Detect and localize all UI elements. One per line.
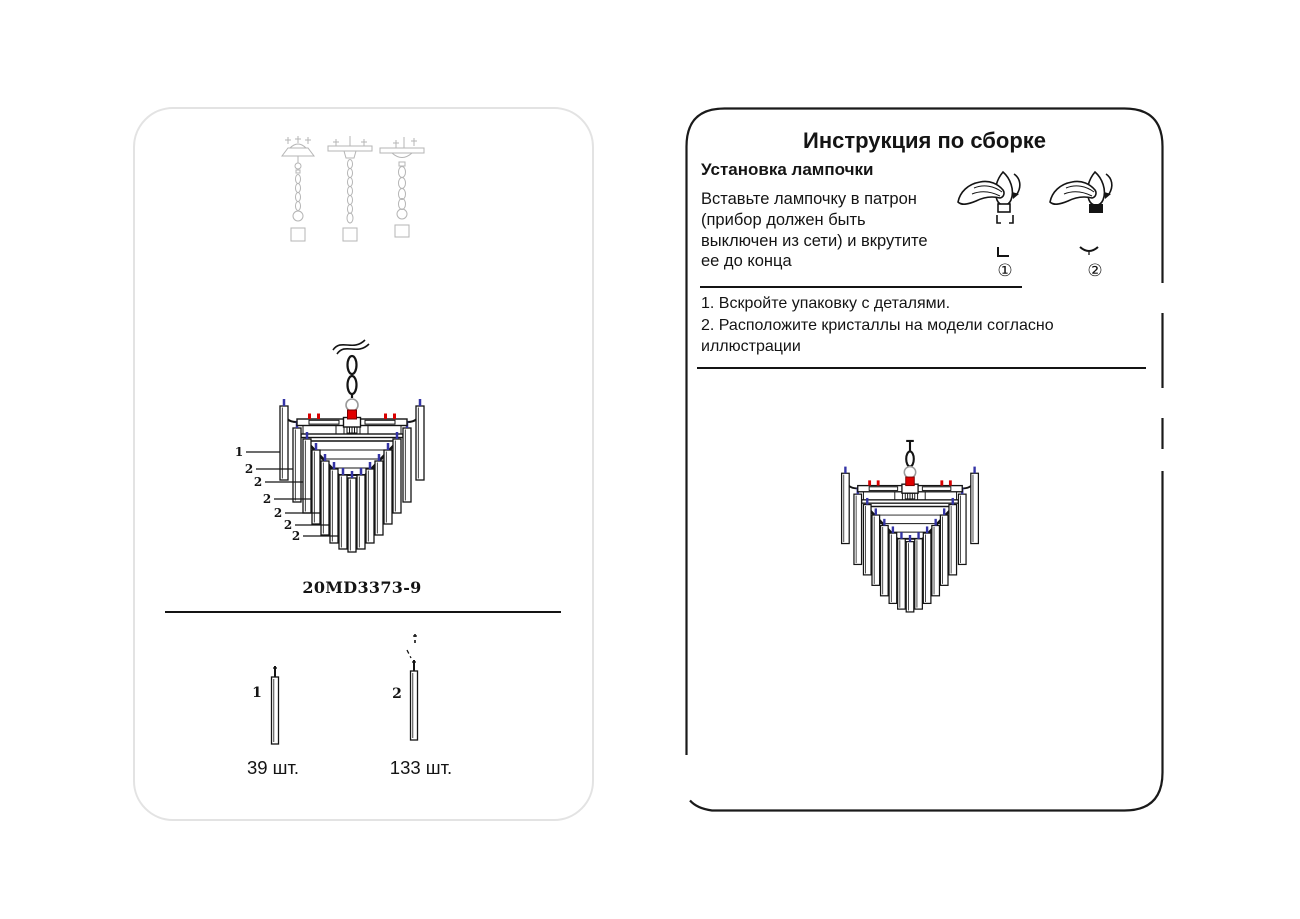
part-label: 1: [252, 685, 262, 701]
bulb-install-illustrations: [948, 166, 1128, 238]
assembly-steps-text: [701, 293, 1131, 358]
assembly-step-line: 1. Вскройте упаковку с деталями.: [701, 295, 951, 312]
mount-option-3: [380, 137, 424, 237]
socket-position-mark-2: [1078, 244, 1102, 258]
cable-break-symbol: [333, 340, 369, 354]
bulb-instruction-line: выключен из сети) и вкрутите: [701, 231, 928, 250]
assembled-chandelier-illustration: [834, 436, 986, 615]
chandelier-body: [280, 399, 424, 552]
chandelier-diagram: [225, 334, 441, 556]
assembly-step-line: иллюстрации: [701, 338, 801, 356]
part-1-quantity: 39 шт.: [246, 757, 300, 778]
hand-bulb-step2-illustration: [1050, 172, 1112, 213]
part-2-quantity: 133 шт.: [389, 757, 453, 778]
section-divider-line-2: [697, 367, 1146, 369]
bulb-instruction-line: (прибор должен быть: [701, 210, 866, 229]
tier-label: 2: [262, 492, 272, 506]
ceiling-mount-diagrams: [272, 126, 428, 254]
assembly-step-line: 2. Расположите кристаллы на модели согласно: [701, 316, 1054, 334]
model-code: 20MD3373-9: [302, 578, 422, 597]
mount-option-2: [328, 136, 372, 241]
part-1-crystal-diagram: [240, 650, 310, 750]
part-2-crystal-diagram: [385, 628, 455, 743]
step-1-marker: ①: [997, 261, 1013, 280]
hand-bulb-step1-illustration: [958, 172, 1020, 223]
tier-label: 1: [234, 445, 244, 459]
sheet-title: Инструкция по сборке: [803, 128, 1046, 153]
parts-divider-line: [165, 611, 561, 613]
tier-label: 2: [244, 462, 254, 476]
tier-label: 2: [291, 529, 301, 543]
section-divider-line-1: [700, 286, 1022, 288]
section-subtitle: Установка лампочки: [701, 160, 874, 179]
tier-label: 2: [283, 518, 293, 532]
chain-links: [348, 356, 357, 398]
socket-position-mark-1: [995, 245, 1015, 261]
tier-label: 2: [253, 475, 263, 489]
bulb-instruction-line: ее до конца: [701, 252, 792, 271]
chandelier-body: [842, 467, 979, 612]
bulb-instruction-line: Вставьте лампочку в патрон: [701, 190, 917, 208]
tier-label: 2: [273, 506, 283, 520]
part-label: 2: [392, 686, 402, 702]
mount-option-1: [282, 136, 314, 241]
step-2-marker: ②: [1087, 261, 1103, 280]
